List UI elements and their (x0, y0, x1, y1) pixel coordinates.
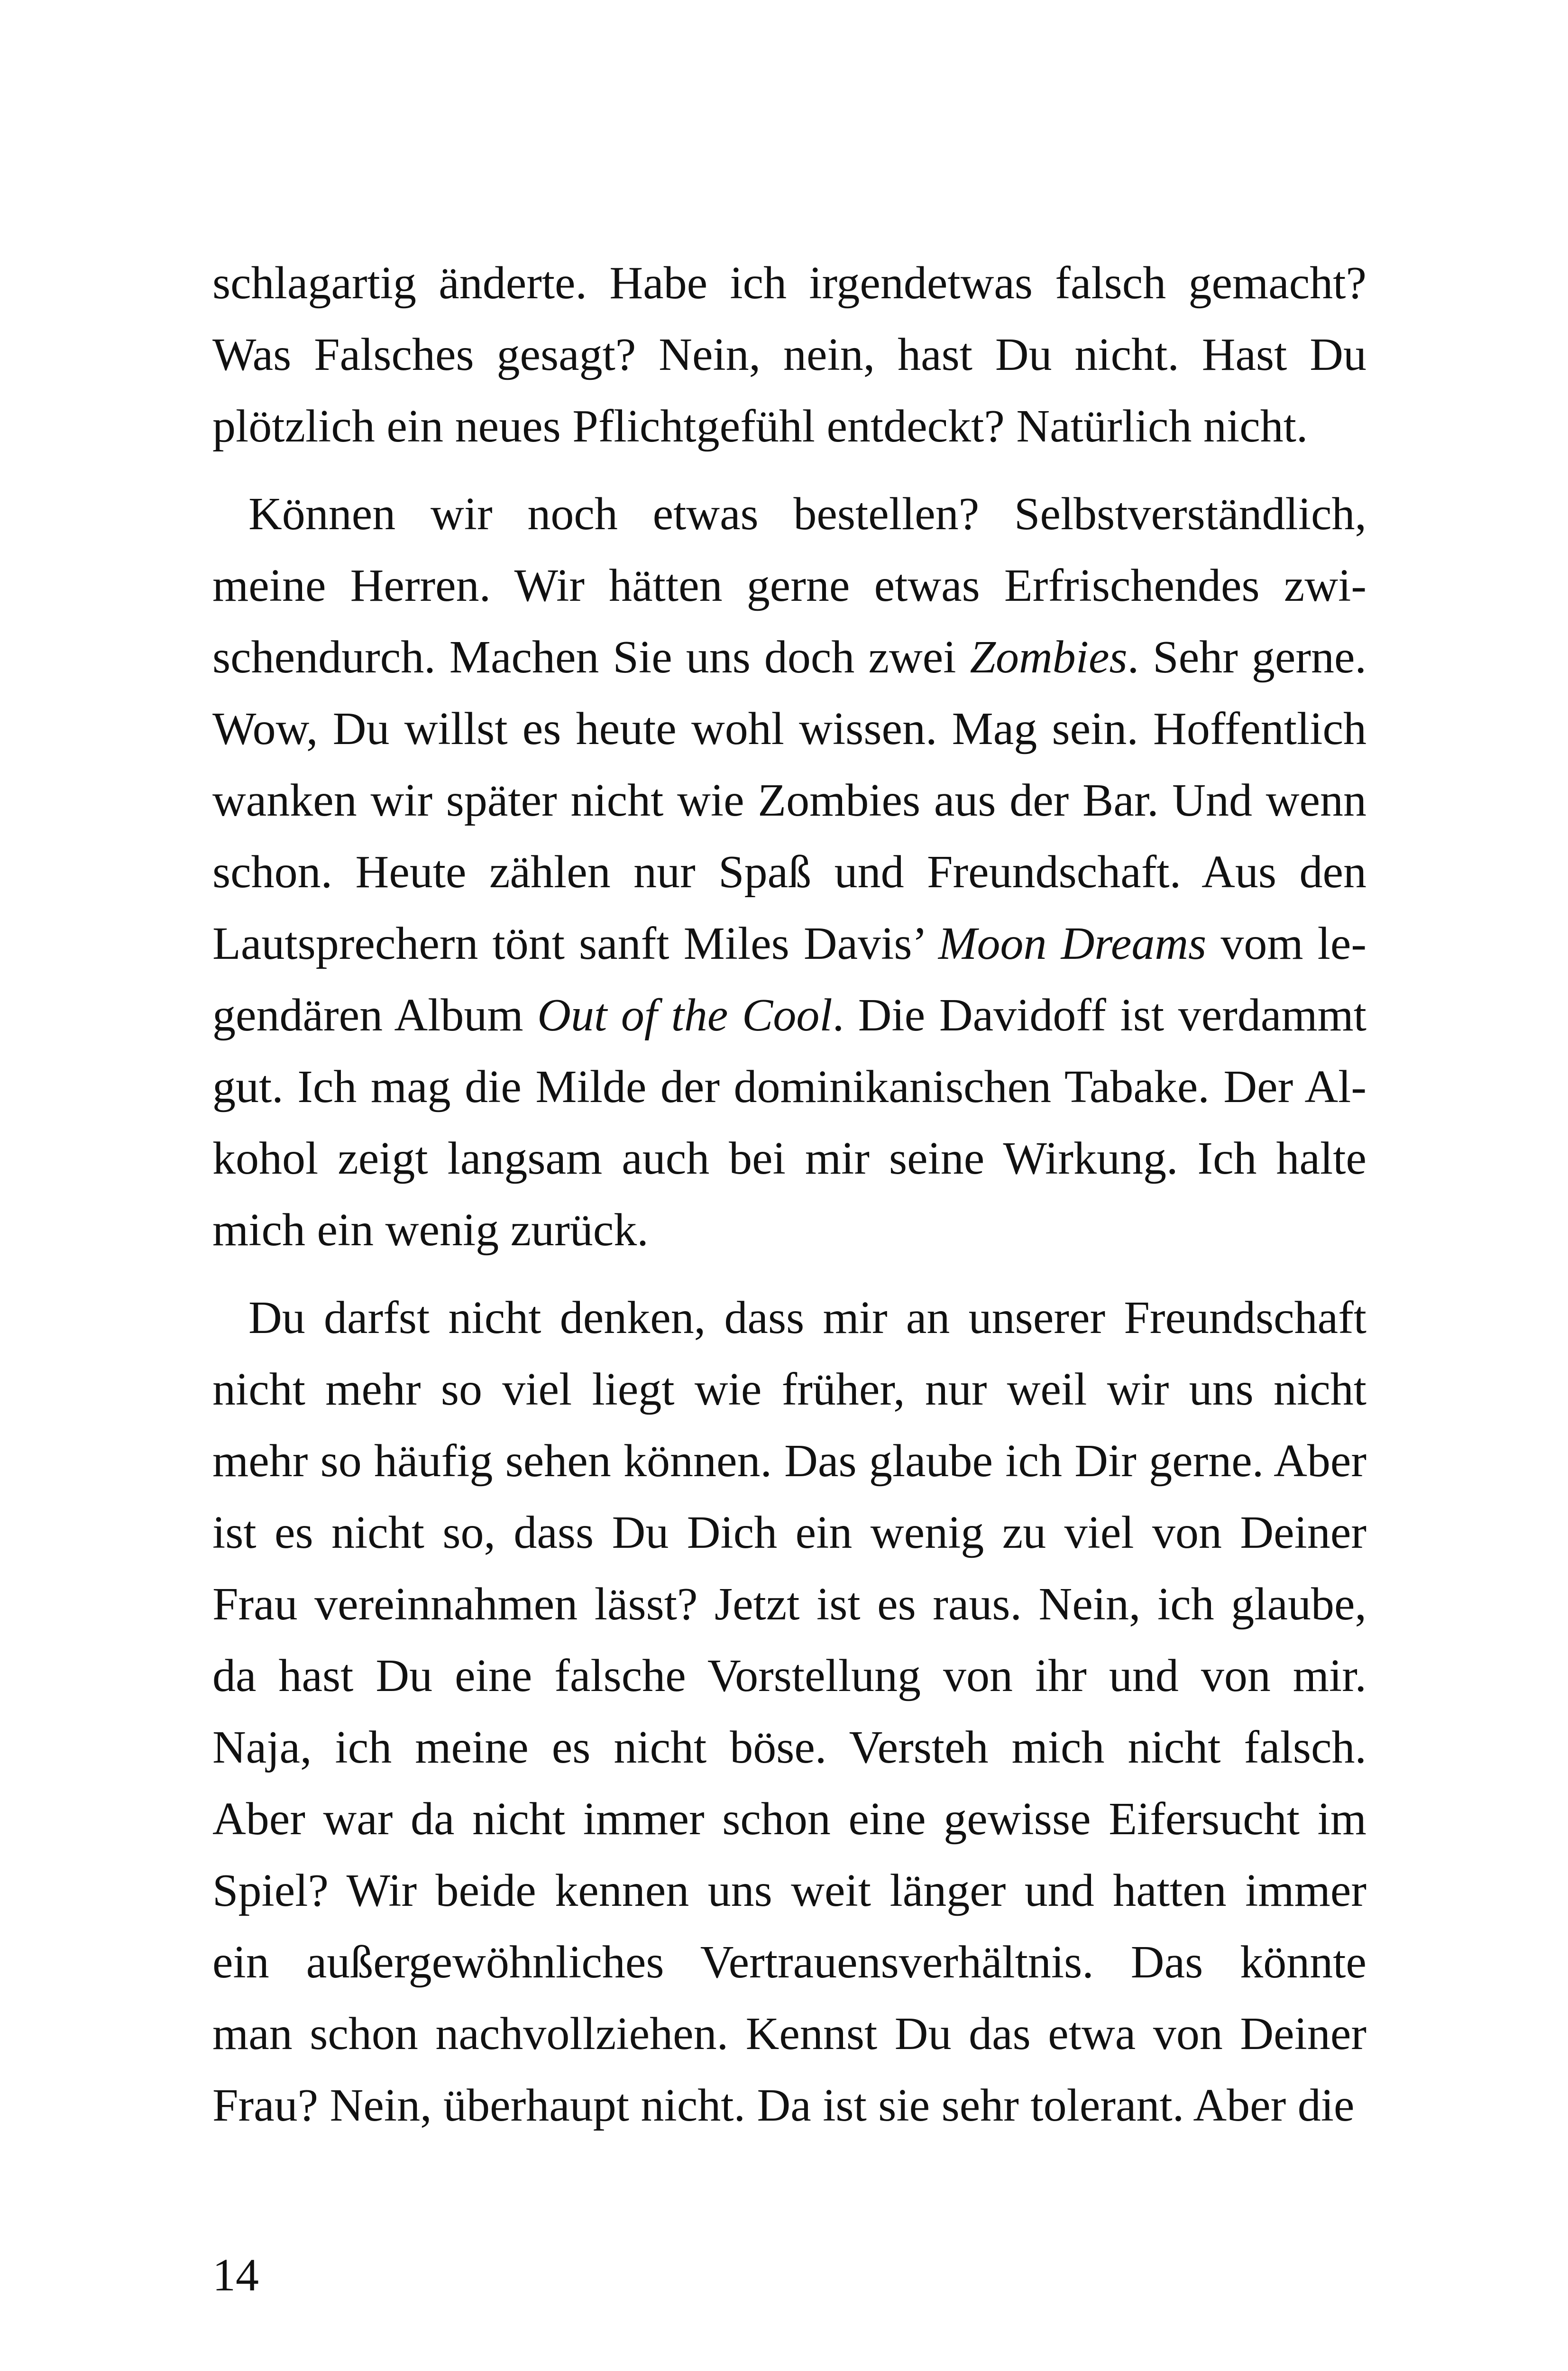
text-line (212, 1998, 1366, 2070)
text-line (212, 1282, 1366, 1354)
paragraph (212, 1282, 1366, 2141)
text-line (212, 2070, 1366, 2141)
page-number: 14 (212, 2250, 259, 2301)
body-text (212, 248, 1366, 2141)
text-line (212, 622, 1366, 693)
text-segment: ein außergewöhnliches Vertrauensverhältnis. Das könnte (212, 1937, 1366, 1988)
text-line (212, 1497, 1366, 1569)
text-segment: man schon nachvollziehen. Kennst Du das etwa von Deiner (212, 2008, 1366, 2059)
text-segment: Können wir noch etwas bestellen? Selbstverständlich, (248, 488, 1366, 540)
text-segment: Spiel? Wir beide kennen uns weit länger und hatten immer (212, 1865, 1366, 1916)
text-segment: schon. Heute zählen nur Spaß und Freundschaft. Aus den (212, 846, 1366, 898)
text-segment: Was Falsches gesagt? Nein, nein, hast Du nicht. Hast Du (212, 329, 1366, 380)
text-segment: nicht mehr so viel liegt wie früher, nur weil wir uns nicht (212, 1364, 1366, 1415)
text-segment: plötzlich ein neues Pflichtgefühl entdeckt? Natürlich nicht. (212, 401, 1308, 452)
text-line (212, 391, 1366, 462)
text-segment: schlagartig änderte. Habe ich irgendetwas falsch gemacht? (212, 257, 1366, 309)
text-line (212, 1051, 1366, 1123)
italic-title: Out of the Cool (537, 990, 833, 1041)
paragraph (212, 478, 1366, 1266)
text-segment: meine Herren. Wir hätten gerne etwas Erfrischendes zwi- (212, 560, 1366, 611)
text-line (212, 1640, 1366, 1712)
text-line (212, 1783, 1366, 1855)
text-segment: gut. Ich mag die Milde der dominikanischen Tabake. Der Al- (212, 1061, 1366, 1112)
text-segment: Lautsprechern tönt sanft Miles Davis’ (212, 918, 938, 969)
text-line (212, 765, 1366, 836)
text-segment: Naja, ich meine es nicht böse. Versteh mich nicht falsch. (212, 1722, 1366, 1773)
text-line (212, 248, 1366, 319)
italic-title: Zombies (970, 632, 1128, 683)
text-line (212, 980, 1366, 1051)
text-segment: ist es nicht so, dass Du Dich ein wenig zu viel von Deiner (212, 1507, 1366, 1558)
text-segment: mich ein wenig zurück. (212, 1204, 649, 1256)
text-line (212, 693, 1366, 765)
text-line (212, 1927, 1366, 1998)
text-segment: schendurch. Machen Sie uns doch zwei (212, 632, 970, 683)
text-line (212, 1195, 1366, 1266)
text-line (212, 1425, 1366, 1497)
text-segment: mehr so häufig sehen können. Das glaube ich Dir gerne. Aber (212, 1435, 1366, 1487)
text-segment: wanken wir später nicht wie Zombies aus der Bar. Und wenn (212, 775, 1366, 826)
text-line (212, 550, 1366, 622)
text-line (212, 1712, 1366, 1783)
text-segment: Wow, Du willst es heute wohl wissen. Mag sein. Hoffentlich (212, 703, 1366, 754)
paragraph (212, 248, 1366, 462)
text-line (212, 478, 1366, 550)
text-line (212, 1123, 1366, 1195)
text-segment: gendären Album (212, 990, 538, 1041)
text-segment: da hast Du eine falsche Vorstellung von ihr und von mir. (212, 1650, 1366, 1701)
text-line (212, 836, 1366, 908)
text-segment: kohol zeigt langsam auch bei mir seine Wirkung. Ich halte (212, 1133, 1366, 1184)
text-line (212, 319, 1366, 391)
text-segment: Frau vereinnahmen lässt? Jetzt ist es raus. Nein, ich glaube, (212, 1579, 1366, 1630)
text-line (212, 1354, 1366, 1425)
text-line (212, 1855, 1366, 1927)
text-line (212, 1569, 1366, 1640)
text-segment: Aber war da nicht immer schon eine gewisse Eifersucht im (212, 1793, 1366, 1845)
text-segment: . Die Davidoff ist verdammt (832, 990, 1367, 1041)
text-segment: Frau? Nein, überhaupt nicht. Da ist sie sehr tolerant. Aber die (212, 2080, 1355, 2131)
text-segment: vom le- (1206, 918, 1366, 969)
text-segment: . Sehr gerne. (1127, 632, 1367, 683)
italic-title: Moon Dreams (938, 918, 1207, 969)
text-line (212, 908, 1366, 980)
text-segment: Du darfst nicht denken, dass mir an unserer Freundschaft (248, 1292, 1366, 1343)
